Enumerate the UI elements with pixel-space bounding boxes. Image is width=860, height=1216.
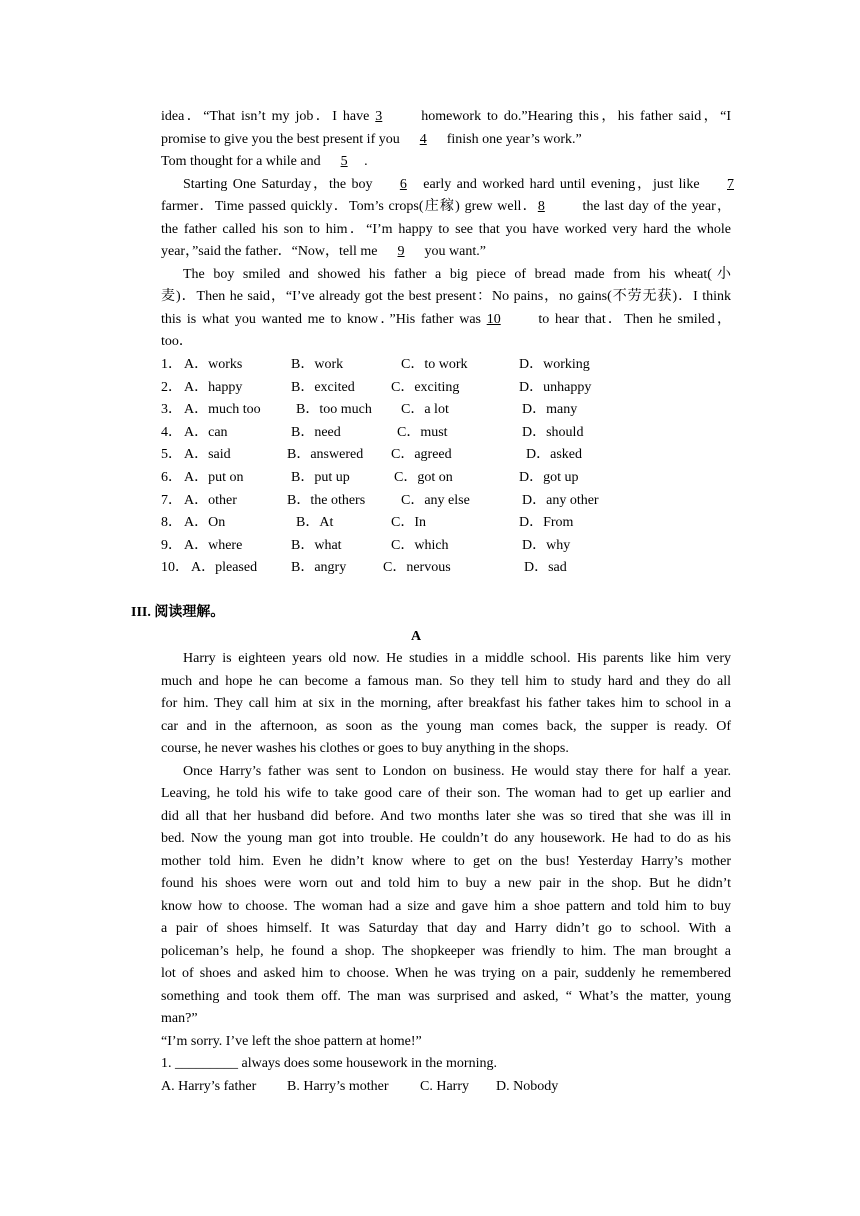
passage-line: man?” xyxy=(161,1011,198,1026)
cloze-line-5: farmer．Time passed quickly．Tom’s crops(庄稼) grew well．8 the last day of the year， xyxy=(161,196,731,218)
blank-6: 6 xyxy=(399,177,407,192)
cloze-line-6: the father called his son to him．“I’m happy to see that you have worked very hard the whole xyxy=(161,222,731,237)
question-option: B. Harry’s mother xyxy=(287,1079,389,1094)
passage-line: Harry is eighteen years old now. He studies in a middle school. His parents like him very xyxy=(183,651,731,666)
question-option: A. Harry’s father xyxy=(161,1079,257,1094)
cloze-line-10: this is what you wanted me to know．”His father was 10 to hear that．Then he smiled， xyxy=(161,309,731,331)
blank-8: 8 xyxy=(537,199,545,214)
passage-line: much and hope he can become a famous man. So they tell him to study hard and they do all xyxy=(161,674,731,689)
cloze-line-11: too． xyxy=(161,334,193,349)
document-page: idea．“That isn’t my job．I have 3 homework to do.”Hearing this，his father said，“I promise to give you the best present if you 4 finish one year’s work.” Tom thought for a while and 5 . Starting One Saturday，the boy 6 early and worked hard until evening，just like 7 farmer．Time passed quickly．Tom’s crops(庄稼) grew well．8 the last day of the year， the father called his son to him．“I’m happy to see that you have worked very hard the whole year，”said the father．“Now，tell me 9 you want.” The boy smiled and showed his father a big piece of bread made from his wheat(小 麦)．Then he said，“I’ve already got the best present：No pains，no gains(不劳无获)．I think this is what you wanted me to know．”His father was 10 to hear that．Then he smiled， too． 1． A．works B．work C．to work D．working 2． A．happy B．excited C．exciting D．unhappy 3． A．much too B．too much C．a lot D．many 4． A．can B．need C．must D．should 5． A．said B．answered C．agreed D．asked 6． A．put on B．put up C．got on D．got up 7． A．other B．the others C．any else D．any other 8． A．On B．At C．In D．From 9． A．where B．what C．which D．why 10． A．pleased B．angry C．nervous D．sad III. 阅读理解。 A Harry is eighteen years old now. He studies in a middle school. His parents like him very much and hope he can become a famous man. So they tell him to study hard and they do all for him. They call him at six in the morning, after breakfast his father takes him to school in a car and in the afternoon, as soon as the young man comes back, the supper is ready. Of course, he never washes his clothes or goes to buy anything in the shops. Once Harry’s father was sent to London on business. He would stay there for half a year. Leaving, he told his wife to take good care of their son. The woman had to get up earlier and did all that her husband did before. And two months later she was so tired that she was ill in bed. Now the young man got into trouble. He couldn’t do any housework. He had to do as his mother told him. Even he didn’t know where to get on the bus! Yesterday Harry’s mother found his shoes were worn out and told him to buy a new pair in the shop. But he didn’t know how to choose. The woman had a size and gave him a shoe pattern and told him to buy a pair of shoes himself. It was Saturday that day and Harry didn’t go to school. With a policeman’s help, he found a shop. The shopkeeper was friendly to him. The man brought a lot of shoes and asked him to choose. When he was trying on a pair, suddenly he remembered something and took them off. The man was surprised and asked, “ What’s the matter, young man?” “I’m sorry. I’ve left the shoe pattern at home!” 1. _________ always does some housework in the morning. A. Harry’s father B. Harry’s mother C. Harry D. Nobody xyxy=(0,0,860,1216)
blank-10: 10 xyxy=(486,312,501,327)
passage-line: car and in the afternoon, as soon as the young man comes back, the supper is ready. Of xyxy=(161,719,731,734)
cloze-line-7: year，”said the father．“Now，tell me 9 you want.” xyxy=(161,241,731,263)
passage-line: Leaving, he told his wife to take good care of their son. The woman had to get up earlier and xyxy=(161,786,731,801)
blank-3: 3 xyxy=(375,109,383,124)
passage-line: found his shoes were worn out and told him to buy a new pair in the shop. But he didn’t xyxy=(161,876,731,891)
passage-line: policeman’s help, he found a shop. The shopkeeper was friendly to him. The man brought a xyxy=(161,944,731,959)
passage-line: a pair of shoes himself. It was Saturday that day and Harry didn’t go to school. With a xyxy=(161,921,731,936)
passage-line: something and took them off. The man was surprised and asked, “ What’s the matter, young xyxy=(161,989,731,1004)
passage-line: did all that her husband did before. And two months later she was so tired that she was ill in xyxy=(161,809,731,824)
passage-line: “I’m sorry. I’ve left the shoe pattern at home!” xyxy=(161,1034,422,1049)
cloze-line-4: Starting One Saturday，the boy 6 early and worked hard until evening，just like 7 xyxy=(161,174,731,196)
passage-label: A xyxy=(410,629,422,644)
cloze-line-1: idea．“That isn’t my job．I have 3 homework to do.”Hearing this，his father said，“I xyxy=(161,106,731,128)
cloze-line-9: 麦)．Then he said，“I’ve already got the best present：No pains，no gains(不劳无获)．I think xyxy=(161,289,731,304)
passage-line: course, he never washes his clothes or goes to buy anything in the shops. xyxy=(161,741,569,756)
question-option: C. Harry xyxy=(420,1079,469,1094)
question-stem: 1. _________ always does some housework in the morning. xyxy=(161,1056,497,1071)
question-option: D. Nobody xyxy=(496,1079,559,1094)
passage-line: for him. They call him at six in the morning, after breakfast his father takes him to school in a xyxy=(161,696,731,711)
blank-5: 5 xyxy=(340,154,348,169)
passage-line: bed. Now the young man got into trouble. He couldn’t do any housework. He had to do as his xyxy=(161,831,731,846)
cloze-line-2: promise to give you the best present if you 4 finish one year’s work.” xyxy=(161,129,731,151)
passage-line: mother told him. Even he didn’t know where to get on the bus! Yesterday Harry’s mother xyxy=(161,854,731,869)
blank-9: 9 xyxy=(397,244,405,259)
passage-line: Once Harry’s father was sent to London on business. He would stay there for half a year. xyxy=(183,764,731,779)
blank-7: 7 xyxy=(727,177,734,192)
cloze-line-3: Tom thought for a while and 5 . xyxy=(161,151,731,173)
passage-line: know how to choose. The woman had a size and gave him a shoe pattern and told him to buy xyxy=(161,899,731,914)
section-heading: III. 阅读理解。 xyxy=(131,605,225,620)
blank-4: 4 xyxy=(419,132,427,147)
cloze-line-8: The boy smiled and showed his father a big piece of bread made from his wheat(小 xyxy=(183,267,731,282)
passage-line: lot of shoes and asked him to choose. When he was trying on a pair, suddenly he remembered xyxy=(161,966,731,981)
